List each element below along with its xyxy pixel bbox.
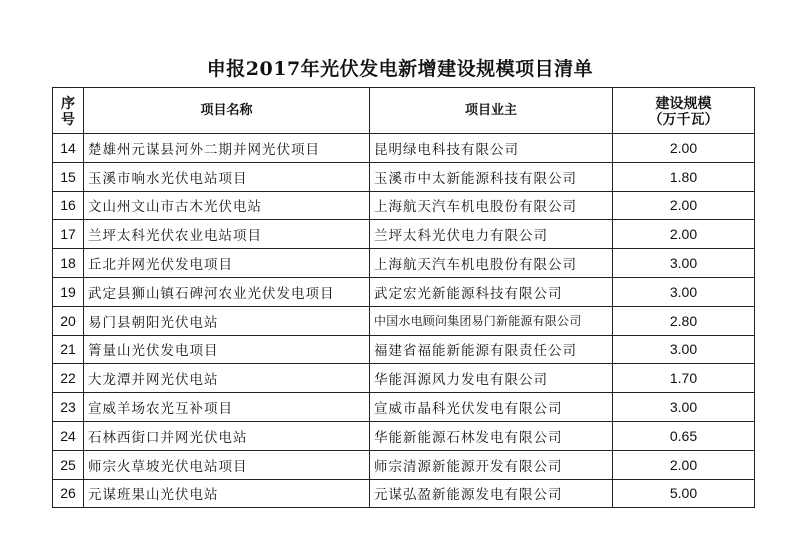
- table-row: [53, 393, 755, 422]
- row-index: 23: [53, 393, 84, 422]
- row-project-owner: 武定宏光新能源科技有限公司: [370, 277, 613, 306]
- header-project-name: 项目名称: [84, 88, 370, 134]
- row-index: 26: [53, 479, 84, 508]
- table-row: [53, 162, 755, 191]
- header-scale-line2: （万千瓦）: [648, 110, 719, 127]
- table-row: [53, 191, 755, 220]
- row-index: 15: [53, 162, 84, 191]
- row-project-owner: 宣威市晶科光伏发电有限公司: [370, 393, 613, 422]
- row-scale: 3.00: [613, 277, 755, 306]
- header-index: [53, 88, 84, 134]
- row-scale: 5.00: [613, 479, 755, 508]
- header-scale: [613, 88, 755, 134]
- table-row: [53, 306, 755, 335]
- row-index: 18: [53, 249, 84, 278]
- table-row: [53, 479, 755, 508]
- table-header-row: [53, 88, 755, 134]
- header-scale-line1: 建设规模: [655, 94, 712, 111]
- row-index: 21: [53, 335, 84, 364]
- row-index: 17: [53, 220, 84, 249]
- row-project-owner: 上海航天汽车机电股份有限公司: [370, 249, 613, 278]
- row-project-owner: 华能洱源风力发电有限公司: [370, 364, 613, 393]
- row-project-name: 文山州文山市古木光伏电站: [84, 191, 370, 220]
- row-index: 19: [53, 277, 84, 306]
- row-scale: 2.80: [613, 306, 755, 335]
- row-project-owner: 师宗清源新能源开发有限公司: [370, 450, 613, 479]
- header-index-line1: 序: [61, 94, 75, 111]
- row-project-owner: 元谋弘盈新能源发电有限公司: [370, 479, 613, 508]
- row-index: 24: [53, 421, 84, 450]
- row-scale: 2.00: [613, 134, 755, 163]
- row-project-name: 易门县朝阳光伏电站: [84, 306, 370, 335]
- table-row: [53, 249, 755, 278]
- row-index: 25: [53, 450, 84, 479]
- row-project-owner: 上海航天汽车机电股份有限公司: [370, 191, 613, 220]
- row-project-name: 丘北并网光伏发电项目: [84, 249, 370, 278]
- header-index-line2: 号: [61, 110, 75, 127]
- row-project-name: 师宗火草坡光伏电站项目: [84, 450, 370, 479]
- document-title: 申报2017年光伏发电新增建设规模项目清单: [206, 58, 594, 80]
- table-row: [53, 220, 755, 249]
- row-project-name: 元谋班果山光伏电站: [84, 479, 370, 508]
- table-row: [53, 134, 755, 163]
- row-index: 20: [53, 306, 84, 335]
- row-project-name: 武定县狮山镇石碑河农业光伏发电项目: [84, 277, 370, 306]
- row-scale: 0.65: [613, 421, 755, 450]
- project-table: [52, 87, 755, 508]
- row-project-name: 兰坪太科光伏农业电站项目: [84, 220, 370, 249]
- row-project-name: 宣威羊场农光互补项目: [84, 393, 370, 422]
- row-scale: 3.00: [613, 335, 755, 364]
- row-scale: 2.00: [613, 450, 755, 479]
- row-project-name: 箐量山光伏发电项目: [84, 335, 370, 364]
- row-project-owner: 华能新能源石林发电有限公司: [370, 421, 613, 450]
- row-project-owner: 中国水电顾问集团易门新能源有限公司: [370, 306, 613, 335]
- row-project-owner: 福建省福能新能源有限责任公司: [370, 335, 613, 364]
- row-scale: 3.00: [613, 393, 755, 422]
- row-index: 14: [53, 134, 84, 163]
- row-project-owner: 兰坪太科光伏电力有限公司: [370, 220, 613, 249]
- header-project-owner: 项目业主: [370, 88, 613, 134]
- table-row: [53, 277, 755, 306]
- row-project-name: 楚雄州元谋县河外二期并网光伏项目: [84, 134, 370, 163]
- table-row: [53, 421, 755, 450]
- row-scale: 3.00: [613, 249, 755, 278]
- row-scale: 2.00: [613, 220, 755, 249]
- row-project-name: 石林西街口并网光伏电站: [84, 421, 370, 450]
- row-scale: 1.70: [613, 364, 755, 393]
- row-scale: 2.00: [613, 191, 755, 220]
- row-project-name: 玉溪市响水光伏电站项目: [84, 162, 370, 191]
- row-project-owner: 昆明绿电科技有限公司: [370, 134, 613, 163]
- row-index: 16: [53, 191, 84, 220]
- row-project-name: 大龙潭并网光伏电站: [84, 364, 370, 393]
- row-index: 22: [53, 364, 84, 393]
- table-row: [53, 364, 755, 393]
- table-row: [53, 450, 755, 479]
- row-scale: 1.80: [613, 162, 755, 191]
- table-row: [53, 335, 755, 364]
- row-project-owner: 玉溪市中太新能源科技有限公司: [370, 162, 613, 191]
